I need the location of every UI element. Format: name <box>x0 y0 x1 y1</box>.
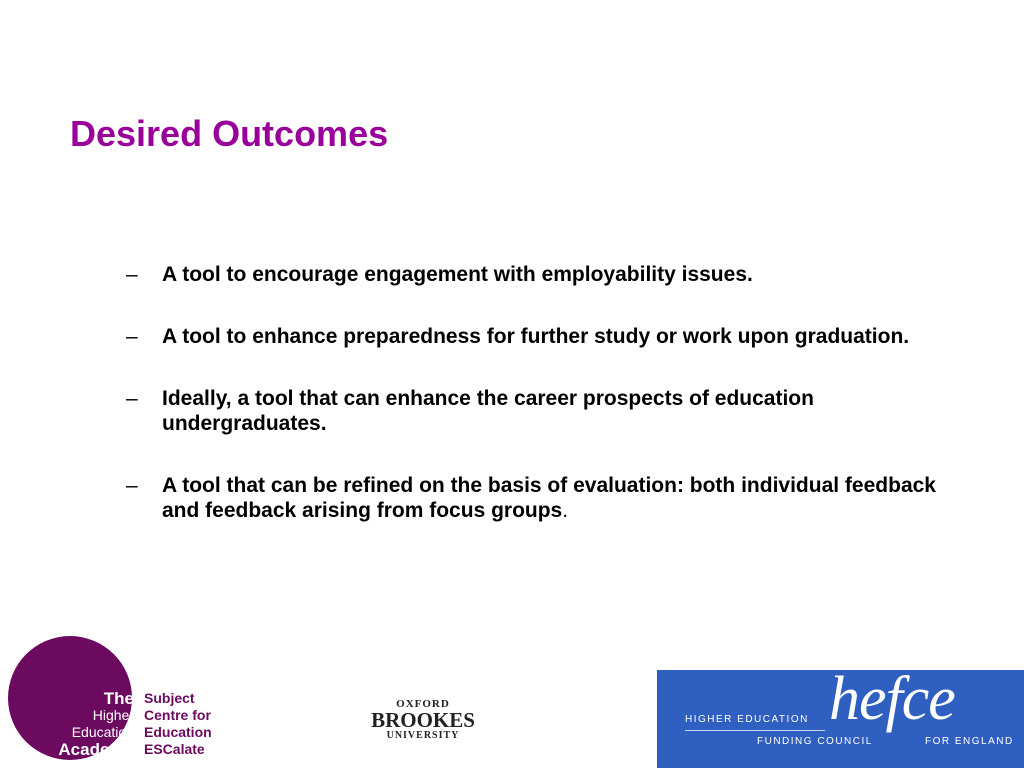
hea-logo-text: The Higher Education Academy <box>58 689 134 759</box>
hefce-logo: hefce HIGHER EDUCATION FUNDING COUNCIL FOR ENGLAND <box>657 670 1024 768</box>
bullet-dash: – <box>126 387 138 410</box>
bullet-item <box>126 324 946 349</box>
hea-escalate-logo <box>8 636 238 764</box>
bullet-dash: – <box>126 474 138 497</box>
bullet-text: A tool to enhance preparedness for further study or work upon graduation. <box>162 325 910 348</box>
oxford-brookes-logo: OXFORD BROOKES UNIVERSITY <box>371 698 475 741</box>
hefce-wordmark: hefce <box>829 665 955 733</box>
bullet-item <box>126 262 946 287</box>
slide-title: Desired Outcomes <box>70 113 389 154</box>
bullet-list <box>126 262 946 560</box>
hefce-rule <box>685 730 825 731</box>
bullet-text: Ideally, a tool that can enhance the career prospects of education undergraduates. <box>162 387 814 435</box>
bullet-item <box>126 386 946 436</box>
escalate-logo-text: Subject Centre for Education ESCalate <box>144 690 212 757</box>
bullet-text: A tool that can be refined on the basis of evaluation: both individual feedback and feedback arising from focus groups. <box>162 474 936 522</box>
bullet-dash: – <box>126 325 138 348</box>
bullet-item <box>126 473 946 523</box>
bullet-dash: – <box>126 263 138 286</box>
bullet-text: A tool to encourage engagement with employability issues. <box>162 263 753 286</box>
